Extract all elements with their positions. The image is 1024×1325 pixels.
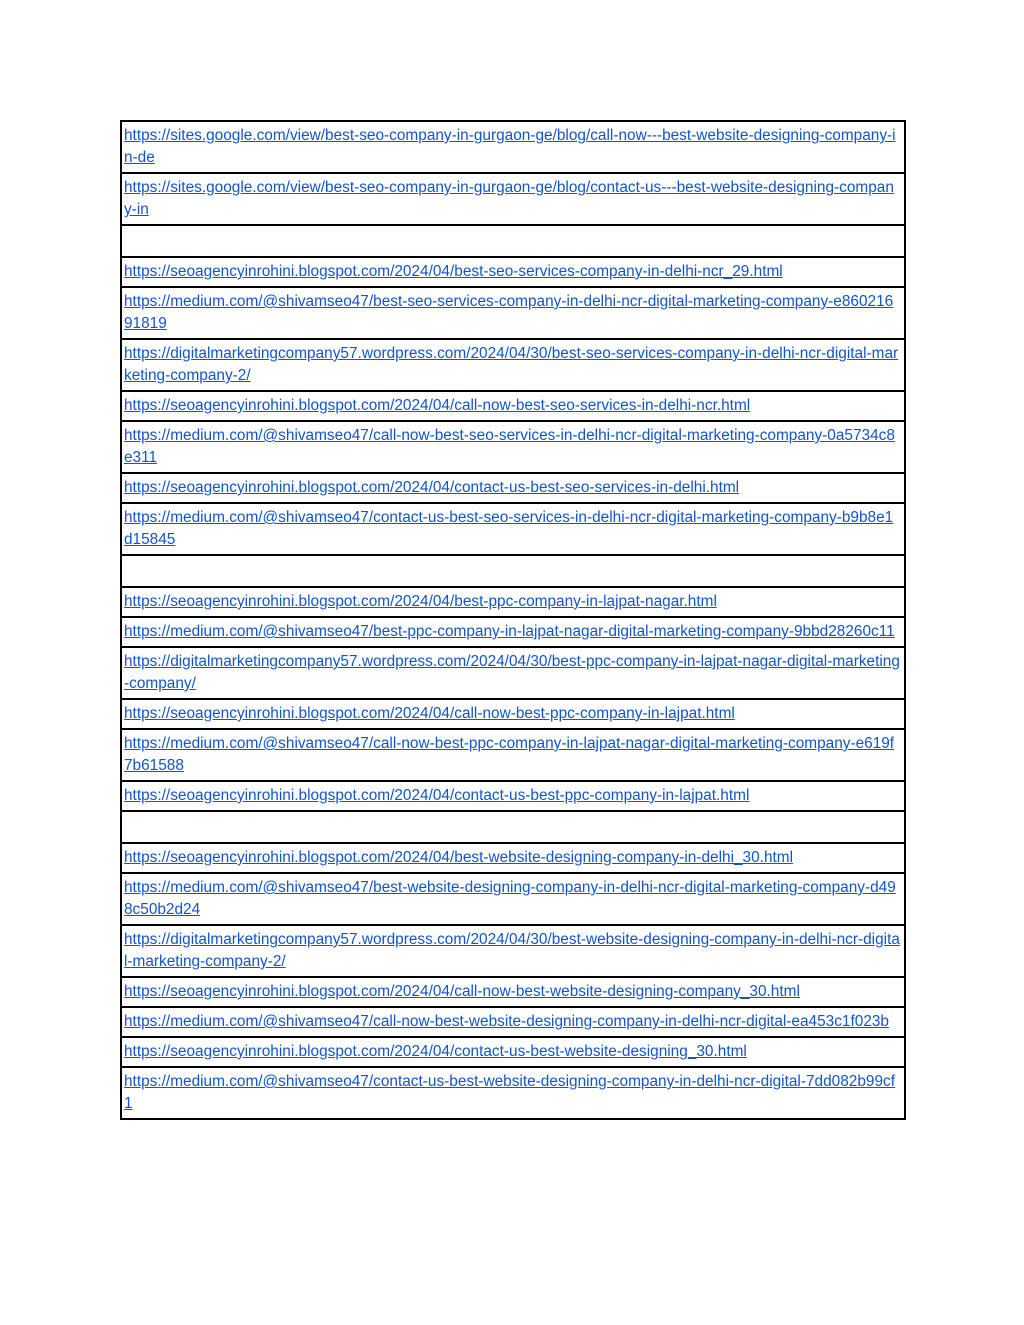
url-link[interactable]: https://digitalmarketingcompany57.wordpress.com/2024/04/30/best-website-designing-company-in-delhi-ncr-digital-marketing-company-2/ (124, 931, 900, 970)
url-link[interactable]: https://seoagencyinrohini.blogspot.com/2024/04/contact-us-best-website-designing_30.html (124, 1043, 747, 1060)
table-row (121, 617, 905, 647)
url-link[interactable]: https://digitalmarketingcompany57.wordpress.com/2024/04/30/best-seo-services-company-in-delhi-ncr-digital-marketing-company-2/ (124, 345, 899, 384)
empty-table-row (121, 555, 905, 587)
table-row (121, 781, 905, 811)
table-row (121, 873, 905, 925)
url-link[interactable]: https://medium.com/@shivamseo47/call-now-best-website-designing-company-in-delhi-ncr-digital-ea453c1f023b (124, 1013, 889, 1030)
table-cell (121, 843, 905, 873)
url-link[interactable]: https://medium.com/@shivamseo47/call-now-best-ppc-company-in-lajpat-nagar-digital-marketing-company-e619f7b61588 (124, 735, 895, 774)
table-cell (121, 555, 905, 587)
table-row (121, 173, 905, 225)
url-link[interactable]: https://medium.com/@shivamseo47/call-now-best-seo-services-in-delhi-ncr-digital-marketing-company-0a5734c8e311 (124, 427, 895, 466)
table-cell (121, 781, 905, 811)
url-link[interactable]: https://seoagencyinrohini.blogspot.com/2024/04/contact-us-best-seo-services-in-delhi.html (124, 479, 740, 496)
table-cell (121, 1037, 905, 1067)
url-link[interactable]: https://sites.google.com/view/best-seo-company-in-gurgaon-ge/blog/call-now---best-website-designing-company-in-de (124, 127, 896, 166)
url-link[interactable]: https://seoagencyinrohini.blogspot.com/2024/04/best-ppc-company-in-lajpat-nagar.html (124, 593, 717, 610)
table-cell (121, 587, 905, 617)
table-cell (121, 617, 905, 647)
table-row (121, 699, 905, 729)
table-row (121, 977, 905, 1007)
table-row (121, 1007, 905, 1037)
table-row (121, 257, 905, 287)
url-link[interactable]: https://medium.com/@shivamseo47/contact-us-best-seo-services-in-delhi-ncr-digital-marketing-company-b9b8e1d15845 (124, 509, 894, 548)
table-cell (121, 391, 905, 421)
table-cell (121, 647, 905, 699)
link-table-body (121, 121, 905, 1119)
table-cell (121, 729, 905, 781)
table-row (121, 1037, 905, 1067)
table-cell (121, 811, 905, 843)
link-table (120, 120, 906, 1120)
url-link[interactable]: https://sites.google.com/view/best-seo-company-in-gurgaon-ge/blog/contact-us---best-website-designing-company-in (124, 179, 894, 218)
url-link[interactable]: https://seoagencyinrohini.blogspot.com/2024/04/call-now-best-seo-services-in-delhi-ncr.html (124, 397, 751, 414)
table-cell (121, 977, 905, 1007)
table-cell (121, 257, 905, 287)
url-link[interactable]: https://seoagencyinrohini.blogspot.com/2024/04/contact-us-best-ppc-company-in-lajpat.html (124, 787, 750, 804)
url-link[interactable]: https://seoagencyinrohini.blogspot.com/2024/04/call-now-best-website-designing-company_30.html (124, 983, 800, 1000)
table-row (121, 473, 905, 503)
empty-table-row (121, 225, 905, 257)
table-cell (121, 225, 905, 257)
url-link[interactable]: https://medium.com/@shivamseo47/contact-us-best-website-designing-company-in-delhi-ncr-digital-7dd082b99cf1 (124, 1073, 895, 1112)
table-cell (121, 1007, 905, 1037)
table-row (121, 339, 905, 391)
table-cell (121, 121, 905, 173)
table-cell (121, 287, 905, 339)
url-link[interactable]: https://seoagencyinrohini.blogspot.com/2024/04/call-now-best-ppc-company-in-lajpat.html (124, 705, 735, 722)
table-cell (121, 421, 905, 473)
table-row (121, 647, 905, 699)
table-cell (121, 173, 905, 225)
table-row (121, 121, 905, 173)
table-row (121, 421, 905, 473)
url-link[interactable]: https://medium.com/@shivamseo47/best-seo-services-company-in-delhi-ncr-digital-marketing-company-e86021691819 (124, 293, 894, 332)
table-row (121, 391, 905, 421)
table-cell (121, 503, 905, 555)
url-link[interactable]: https://medium.com/@shivamseo47/best-website-designing-company-in-delhi-ncr-digital-marketing-company-d498c50b2d24 (124, 879, 896, 918)
table-row (121, 503, 905, 555)
url-link[interactable]: https://seoagencyinrohini.blogspot.com/2024/04/best-website-designing-company-in-delhi_30.html (124, 849, 794, 866)
table-cell (121, 339, 905, 391)
table-cell (121, 1067, 905, 1119)
table-row (121, 587, 905, 617)
url-link[interactable]: https://seoagencyinrohini.blogspot.com/2024/04/best-seo-services-company-in-delhi-ncr_29.html (124, 263, 783, 280)
table-row (121, 843, 905, 873)
url-link[interactable]: https://medium.com/@shivamseo47/best-ppc-company-in-lajpat-nagar-digital-marketing-company-9bbd28260c11 (124, 623, 895, 640)
table-row (121, 1067, 905, 1119)
empty-table-row (121, 811, 905, 843)
url-link[interactable]: https://digitalmarketingcompany57.wordpress.com/2024/04/30/best-ppc-company-in-lajpat-nagar-digital-marketing-company/ (124, 653, 900, 692)
table-cell (121, 699, 905, 729)
table-cell (121, 473, 905, 503)
table-row (121, 925, 905, 977)
table-cell (121, 925, 905, 977)
table-row (121, 287, 905, 339)
table-cell (121, 873, 905, 925)
table-row (121, 729, 905, 781)
